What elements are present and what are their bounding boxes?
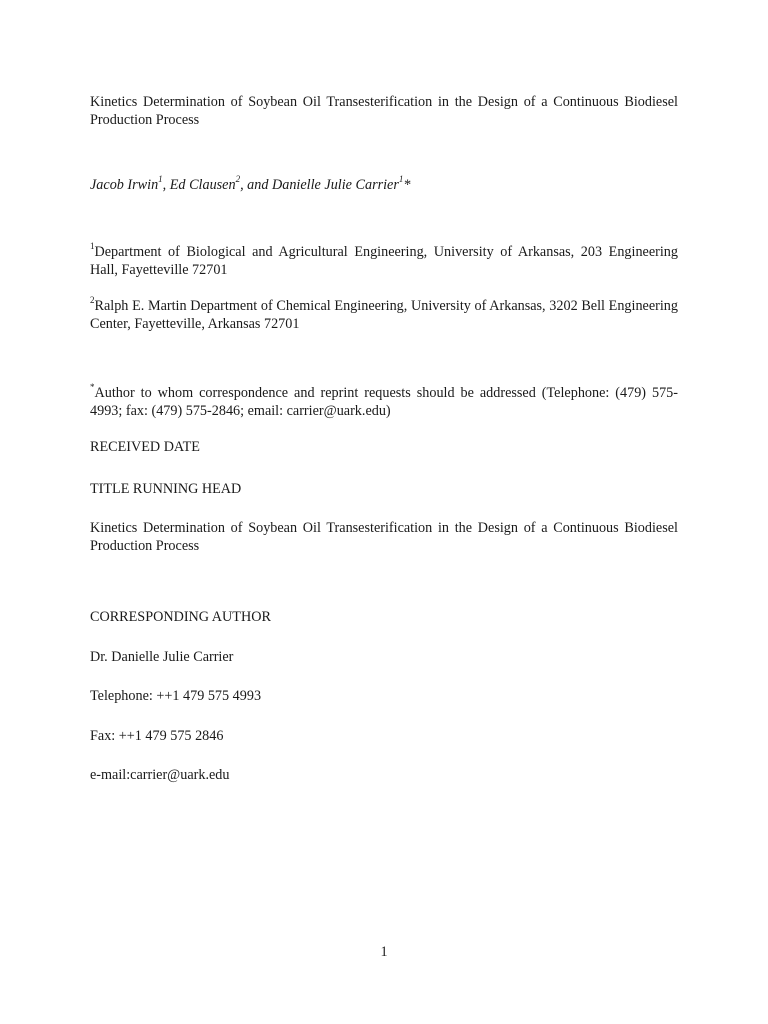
affiliation-1 bbox=[90, 243, 678, 279]
correspondence-marker: * bbox=[90, 382, 95, 393]
author-affiliation-marker: 1 bbox=[158, 174, 163, 185]
author-name: Jacob Irwin bbox=[90, 177, 159, 193]
correspondence-text: Author to whom correspondence and reprint requests should be addressed (Telephone: (479) 575-4993; fax: (479) 575-2846; email: carrier@uark.edu) bbox=[90, 385, 678, 419]
corresponding-author-name: Dr. Danielle Julie Carrier bbox=[90, 649, 234, 665]
author-separator: , bbox=[162, 177, 170, 193]
author-name: Ed Clausen bbox=[169, 177, 236, 193]
author-affiliation-marker: 1 bbox=[398, 174, 404, 185]
received-date-label: RECEIVED DATE bbox=[90, 439, 200, 455]
affiliation-2 bbox=[90, 297, 678, 333]
affiliation-marker: 1 bbox=[90, 241, 95, 252]
author-list bbox=[90, 176, 678, 194]
fax-line: Fax: ++1 479 575 2846 bbox=[90, 728, 224, 744]
running-head-label: TITLE RUNNING HEAD bbox=[90, 481, 242, 497]
corresponding-author-marker: * bbox=[403, 177, 411, 193]
running-head-title: Kinetics Determination of Soybean Oil Transesterification in the Design of a Continuous Biodiesel Production Process bbox=[90, 520, 678, 554]
email-line: e-mail:carrier@uark.edu bbox=[90, 767, 230, 783]
page-number: 1 bbox=[380, 944, 388, 960]
correspondence-note bbox=[90, 384, 678, 420]
author-name: Danielle Julie Carrier bbox=[272, 177, 399, 193]
paper-title: Kinetics Determination of Soybean Oil Transesterification in the Design of a Continuous Biodiesel Production Process bbox=[90, 94, 678, 128]
corresponding-author-label: CORRESPONDING AUTHOR bbox=[90, 609, 271, 625]
affiliation-text: Department of Biological and Agricultural Engineering, University of Arkansas, 203 Engineering Hall, Fayetteville 72701 bbox=[90, 244, 678, 278]
author-separator: , and bbox=[240, 177, 272, 193]
affiliation-text: Ralph E. Martin Department of Chemical Engineering, University of Arkansas, 3202 Bell Engineering Center, Fayetteville, Arkansas 72701 bbox=[90, 298, 678, 332]
author-affiliation-marker: 2 bbox=[235, 174, 241, 185]
telephone-line: Telephone: ++1 479 575 4993 bbox=[90, 688, 262, 704]
affiliation-marker: 2 bbox=[90, 295, 95, 306]
